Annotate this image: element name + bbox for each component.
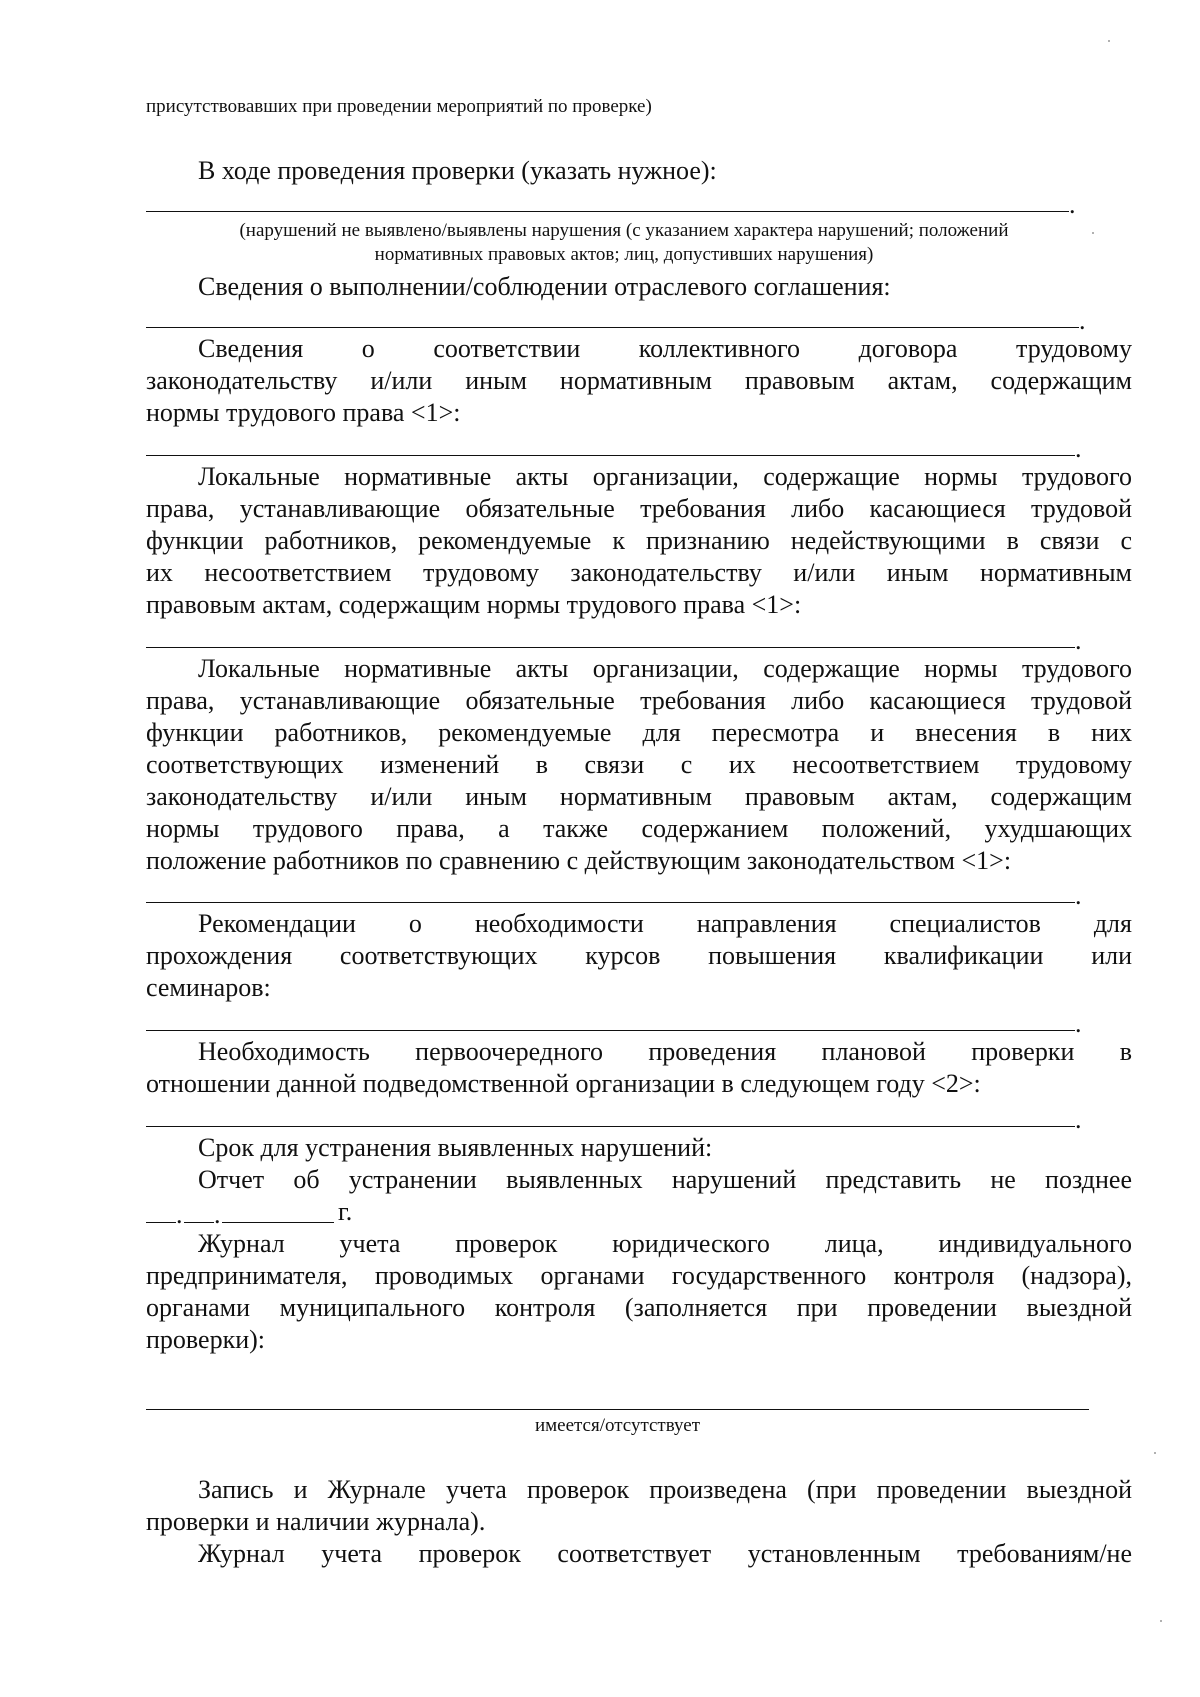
industry-agreement-label: Сведения о выполнении/соблюдении отраслевого соглашения: bbox=[198, 272, 891, 301]
header-caption: присутствовавших при проведении мероприятий по проверке) bbox=[146, 96, 652, 117]
scan-speck bbox=[1154, 1452, 1156, 1454]
local-acts-invalid-line4: их несоответствием трудовому законодательству и/или иным нормативным bbox=[146, 558, 1132, 587]
journal-line3: органами муниципального контроля (заполняется при проведении выездной bbox=[146, 1293, 1132, 1322]
training-fill-line bbox=[146, 1030, 1075, 1031]
priority-check-line2: отношении данной подведомственной организации в следующем году <2>: bbox=[146, 1069, 981, 1098]
journal-line1: Журнал учета проверок юридического лица, индивидуального bbox=[198, 1229, 1132, 1258]
journal-line2: предпринимателя, проводимых органами государственного контроля (надзора), bbox=[146, 1261, 1132, 1290]
deadline-label: Срок для устранения выявленных нарушений: bbox=[198, 1133, 713, 1162]
report-date-month-line bbox=[184, 1222, 214, 1223]
scan-speck bbox=[1108, 40, 1110, 42]
collective-agreement-line3: нормы трудового права <1>: bbox=[146, 398, 461, 427]
priority-check-period: . bbox=[1075, 1105, 1082, 1134]
local-acts-revise-period: . bbox=[1075, 881, 1082, 910]
priority-check-line1: Необходимость первоочередного проведения плановой проверки в bbox=[198, 1037, 1132, 1066]
report-line1: Отчет об устранении выявленных нарушений представить не позднее bbox=[198, 1165, 1132, 1194]
journal-compliance-line1: Журнал учета проверок соответствует установленным требованиям/не bbox=[198, 1539, 1132, 1568]
journal-line4: проверки): bbox=[146, 1325, 266, 1354]
report-date-year-line bbox=[222, 1222, 334, 1223]
local-acts-revise-line1: Локальные нормативные акты организации, содержащие нормы трудового bbox=[198, 654, 1132, 683]
local-acts-invalid-line2: права, устанавливающие обязательные требования либо касающиеся трудовой bbox=[146, 494, 1132, 523]
journal-fill-line bbox=[146, 1409, 1089, 1410]
local-acts-invalid-period: . bbox=[1075, 626, 1082, 655]
local-acts-invalid-line1: Локальные нормативные акты организации, содержащие нормы трудового bbox=[198, 462, 1132, 491]
journal-caption: имеется/отсутствует bbox=[534, 1415, 701, 1436]
local-acts-invalid-fill-line bbox=[146, 647, 1075, 648]
local-acts-invalid-line3: функции работников, рекомендуемые к признанию недействующими в связи с bbox=[146, 526, 1132, 555]
report-date-dot1: . bbox=[176, 1200, 183, 1229]
scan-speck bbox=[1160, 1620, 1162, 1622]
check-results-hint-line2: нормативных правовых актов; лиц, допустивших нарушения) bbox=[374, 244, 874, 265]
industry-agreement-fill-line bbox=[146, 327, 1079, 328]
local-acts-revise-line7: положение работников по сравнению с действующим законодательством <1>: bbox=[146, 846, 1012, 875]
local-acts-revise-fill-line bbox=[146, 902, 1075, 903]
local-acts-revise-line3: функции работников, рекомендуемые для пересмотра и внесения в них bbox=[146, 718, 1132, 747]
training-period: . bbox=[1075, 1009, 1082, 1038]
check-results-fill-line bbox=[146, 211, 1069, 212]
report-date-dot2: . bbox=[214, 1200, 221, 1229]
scan-speck bbox=[1092, 232, 1094, 234]
journal-entry-line1: Запись и Журнале учета проверок произведена (при проведении выездной bbox=[198, 1475, 1132, 1504]
local-acts-revise-line2: права, устанавливающие обязательные требования либо касающиеся трудовой bbox=[146, 686, 1132, 715]
local-acts-invalid-line5: правовым актам, содержащим нормы трудового права <1>: bbox=[146, 590, 802, 619]
report-date-day-line bbox=[146, 1222, 176, 1223]
local-acts-revise-line5: законодательству и/или иным нормативным правовым актам, содержащим bbox=[146, 782, 1132, 811]
local-acts-revise-line6: нормы трудового права, а также содержанием положений, ухудшающих bbox=[146, 814, 1132, 843]
collective-agreement-fill-line bbox=[146, 455, 1075, 456]
check-results-label: В ходе проведения проверки (указать нужное): bbox=[198, 156, 717, 185]
local-acts-revise-line4: соответствующих изменений в связи с их несоответствием трудовому bbox=[146, 750, 1132, 779]
collective-agreement-line2: законодательству и/или иным нормативным правовым актам, содержащим bbox=[146, 366, 1132, 395]
journal-entry-line2: проверки и наличии журнала). bbox=[146, 1507, 486, 1536]
collective-agreement-line1: Сведения о соответствии коллективного договора трудовому bbox=[198, 334, 1132, 363]
industry-agreement-period: . bbox=[1079, 306, 1086, 335]
collective-agreement-period: . bbox=[1075, 434, 1082, 463]
report-date-suffix: г. bbox=[338, 1197, 353, 1226]
training-line3: семинаров: bbox=[146, 973, 271, 1002]
priority-check-fill-line bbox=[146, 1126, 1075, 1127]
check-results-period: . bbox=[1069, 190, 1076, 219]
check-results-hint-line1: (нарушений не выявлено/выявлены нарушения (с указанием характера нарушений; положений bbox=[239, 220, 1009, 241]
training-line1: Рекомендации о необходимости направления специалистов для bbox=[198, 909, 1132, 938]
training-line2: прохождения соответствующих курсов повышения квалификации или bbox=[146, 941, 1132, 970]
